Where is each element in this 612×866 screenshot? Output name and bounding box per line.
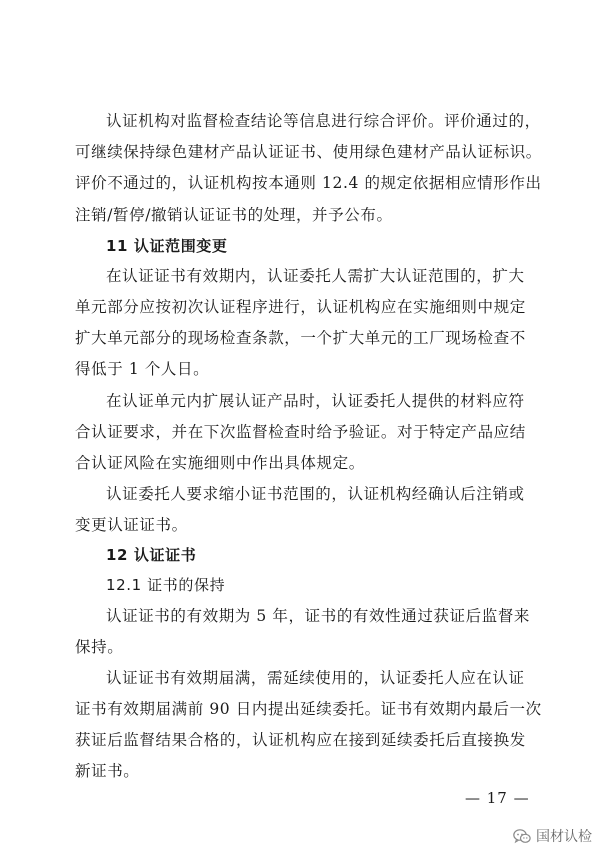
paragraph-2-line-2: 单元部分应按初次认证程序进行，认证机构应在实施细则中规定 [75,298,526,316]
section-12-1-heading: 12.1 证书的保持 [106,576,226,594]
paragraph-3-line-1: 在认证单元内扩展认证产品时，认证委托人提供的材料应符 [106,392,525,410]
paragraph-4-line-2: 变更认证证书。 [75,516,188,534]
watermark-text: 国材认检 [536,829,592,845]
paragraph-3-line-3: 合认证风险在实施细则中作出具体规定。 [75,454,365,472]
paragraph-1-line-2: 可继续保持绿色建材产品认证证书、使用绿色建材产品认证标识。 [75,143,542,161]
paragraph-2-line-4: 得低于 1 个人日。 [75,360,210,378]
paragraph-6-line-1: 认证证书有效期届满，需延续使用的，认证委托人应在认证 [106,669,525,687]
paragraph-3-line-2: 合认证要求，并在下次监督检查时给予验证。对于特定产品应结 [75,423,526,441]
paragraph-1-line-4: 注销/暂停/撤销认证证书的处理，并予公布。 [75,206,393,224]
paragraph-1-line-3: 评价不通过的，认证机构按本通则 12.4 的规定依据相应情形作出 [75,174,542,192]
paragraph-2-line-3: 扩大单元部分的现场检查条款，一个扩大单元的工厂现场检查不 [75,329,526,347]
section-12-heading: 12 认证证书 [106,546,197,564]
section-11-heading: 11 认证范围变更 [106,237,228,255]
paragraph-2-line-1: 在认证证书有效期内，认证委托人需扩大认证范围的，扩大 [106,267,525,285]
paragraph-6-line-3: 获证后监督结果合格的，认证机构应在接到延续委托后直接换发 [75,731,526,749]
paragraph-6-line-4: 新证书。 [75,762,140,780]
paragraph-1-line-1: 认证机构对监督检查结论等信息进行综合评价。评价通过的， [106,112,541,130]
paragraph-4-line-1: 认证委托人要求缩小证书范围的，认证机构经确认后注销或 [106,485,525,503]
page-number: — 17 — [465,789,530,807]
paragraph-6-line-2: 证书有效期届满前 90 日内提出延续委托。证书有效期内最后一次 [75,700,542,718]
paragraph-5-line-2: 保持。 [75,638,124,656]
paragraph-5-line-1: 认证证书的有效期为 5 年，证书的有效性通过获证后监督来 [106,607,531,625]
account-watermark [513,826,592,846]
wechat-icon [513,829,531,844]
